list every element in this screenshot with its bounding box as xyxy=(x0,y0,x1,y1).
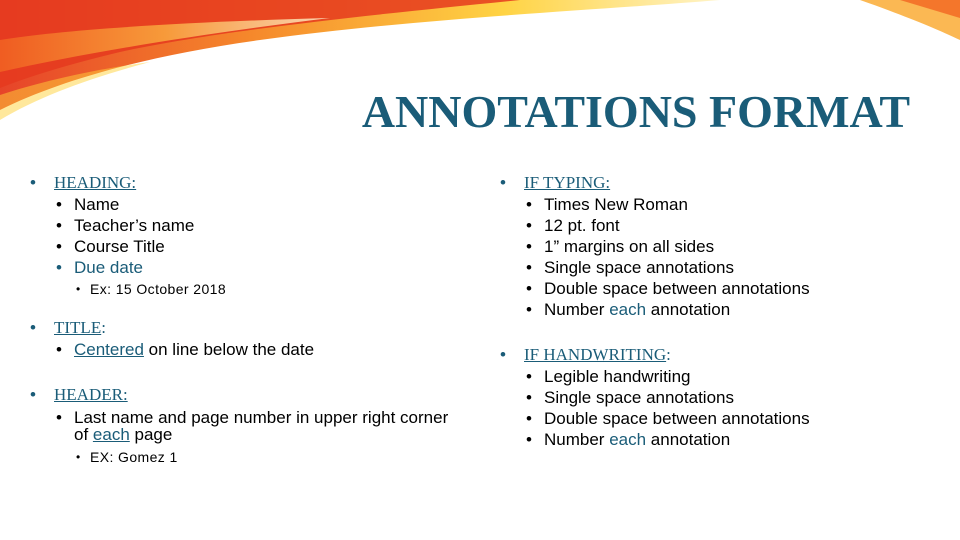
list-item: • Legible handwriting xyxy=(526,367,691,386)
bullet-icon: • xyxy=(30,318,36,337)
list-item: • Number each annotation xyxy=(526,430,731,449)
heading-label: HEADING: xyxy=(54,173,137,192)
bullet-icon: • xyxy=(500,345,506,364)
list-item: • Name xyxy=(56,195,120,214)
list-item: • Teacher’s name xyxy=(56,216,195,235)
left-column xyxy=(30,172,470,467)
header-label: HEADER: xyxy=(54,385,128,404)
title-section: • TITLE: • Centered on line below the date xyxy=(30,317,470,360)
heading-section xyxy=(30,172,470,299)
list-item: • Due date xyxy=(56,258,143,277)
list-item: • Times New Roman xyxy=(526,195,688,214)
list-item: • Double space between annotations xyxy=(526,279,810,298)
list-item: • Single space annotations xyxy=(526,388,734,407)
header-section xyxy=(30,384,470,467)
right-column xyxy=(500,172,940,450)
title-items xyxy=(54,339,470,360)
list-item: • Centered on line below the date xyxy=(56,340,315,359)
list-item: • Last name and page number in upper right corner of each page xyxy=(56,408,449,444)
example-item: • Ex: 15 October 2018 xyxy=(76,281,227,297)
list-item: • Single space annotations xyxy=(526,258,734,277)
list-item: • 1” margins on all sides xyxy=(526,237,715,256)
typing-items xyxy=(524,194,940,320)
typing-section xyxy=(500,172,940,320)
handwriting-section: • IF HANDWRITING: • Legible handwriting • Single space annotations • Double space between annotations • Number each annotation xyxy=(500,344,940,450)
slide-title: ANNOTATIONS FORMAT xyxy=(361,86,910,137)
handwriting-items xyxy=(524,366,940,450)
example-item: • EX: Gomez 1 xyxy=(76,449,178,465)
list-item: • 12 pt. font xyxy=(526,216,620,235)
heading-items xyxy=(54,194,470,299)
bullet-icon: • xyxy=(500,173,506,192)
list-item: • Course Title xyxy=(56,237,165,256)
list-item: • Double space between annotations xyxy=(526,409,810,428)
list-item: • Number each annotation xyxy=(526,300,731,319)
bullet-icon: • xyxy=(30,173,36,192)
header-items xyxy=(54,406,470,467)
bullet-icon: • xyxy=(30,385,36,404)
typing-label: IF TYPING: xyxy=(524,173,611,192)
handwriting-label: IF HANDWRITING xyxy=(524,345,667,364)
title-label: TITLE xyxy=(54,318,102,337)
